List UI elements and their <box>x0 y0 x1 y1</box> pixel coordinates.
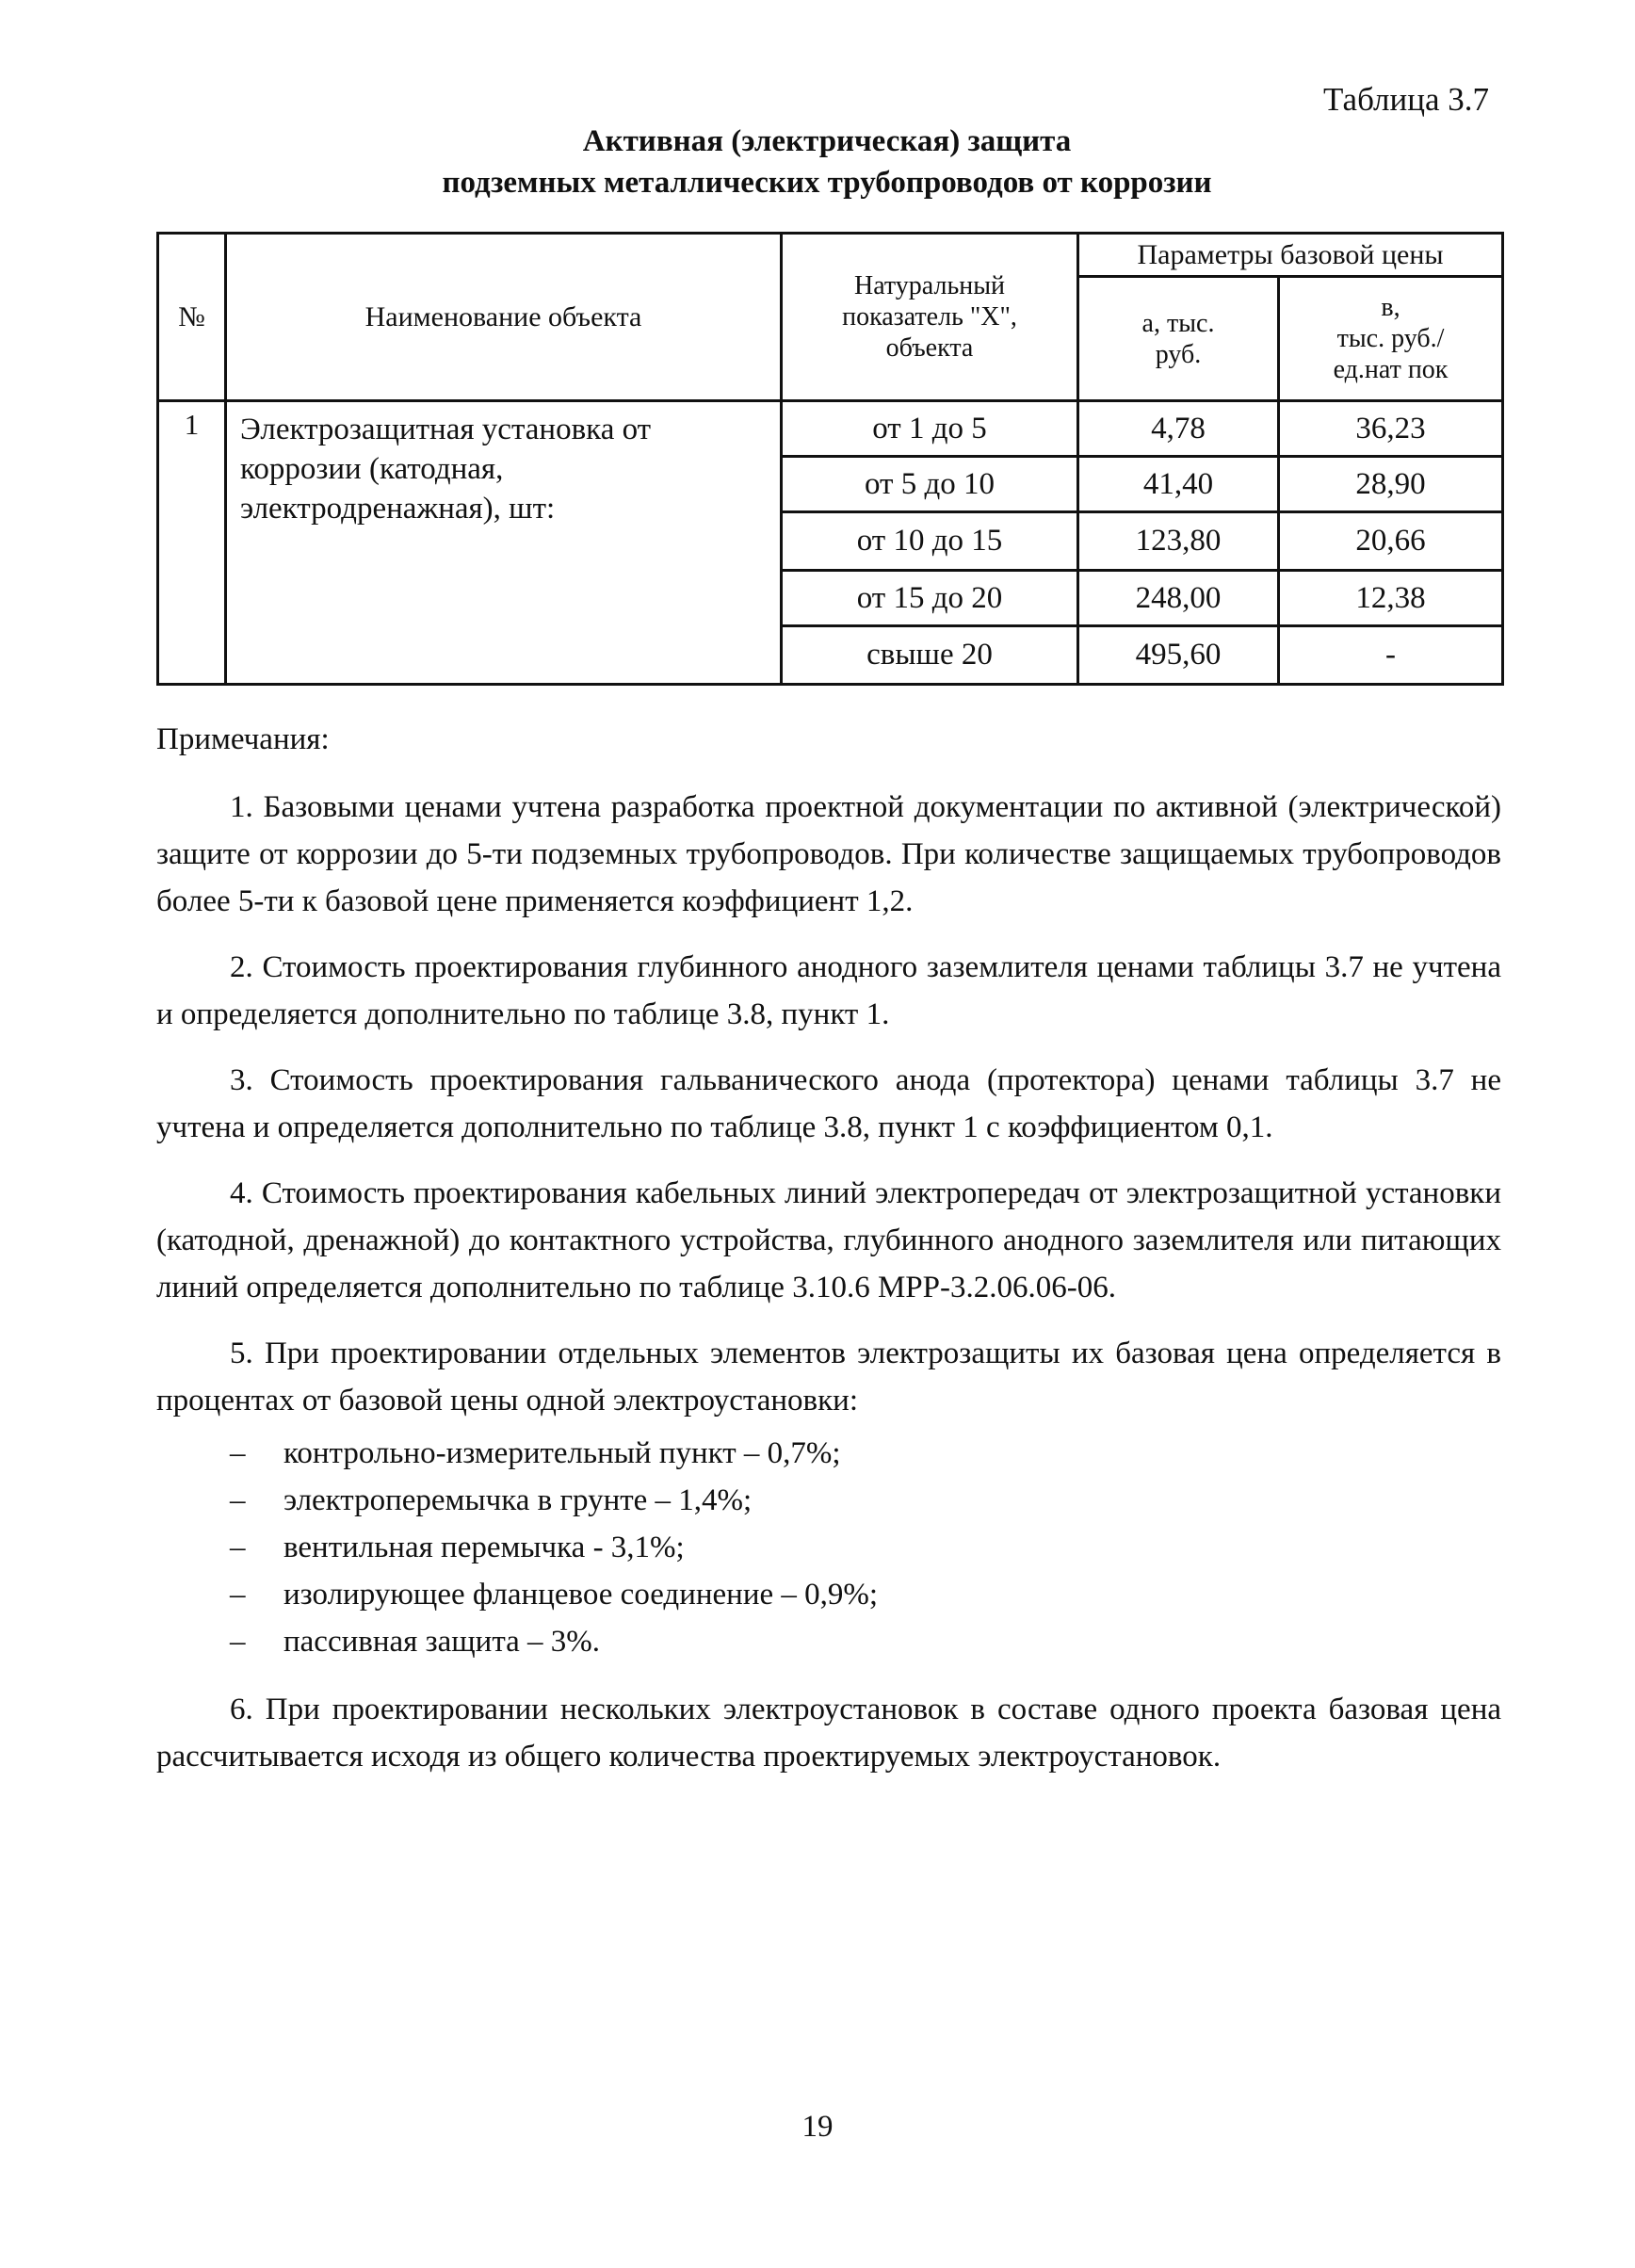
list-item: – изолирующее фланцевое соединение – 0,9%; <box>230 1578 879 1612</box>
b-value-cell: 12,38 <box>1279 571 1503 626</box>
price-table <box>156 232 1504 686</box>
note-item-5: 5. При проектировании отдельных элементов электрозащиты их базовая цена определяется в процентах от базовой цены одной электроустановки: <box>156 1336 1501 1418</box>
document-title <box>0 121 1635 203</box>
range-cell: от 10 до 15 <box>782 512 1078 571</box>
table-row <box>158 401 1503 457</box>
list-item-text: электроперемычка в грунте – 1,4%; <box>283 1483 753 1517</box>
b-value-cell: 36,23 <box>1279 401 1503 457</box>
b-value-cell: 28,90 <box>1279 457 1503 512</box>
note-item-6: 6. При проектировании нескольких электроустановок в составе одного проекта базовая цена рассчитывается исходя из общего количества проектируемых электроустановок. <box>156 1693 1501 1774</box>
element-percent-list <box>156 1430 1501 1665</box>
list-item-text: контрольно-измерительный пункт – 0,7%; <box>283 1436 841 1470</box>
note-item-4: 4. Стоимость проектирования кабельных линий электропередач от электрозащитной установки (катодной, дренажной) до контактного устройства, глубинного анодного заземлителя или питающих линий определяется дополнительно по таблице 3.10.6 МРР-3.2.06.06-06. <box>156 1176 1501 1304</box>
header-a: а, тыс. руб. <box>1078 277 1279 401</box>
a-value-cell: 495,60 <box>1078 626 1279 685</box>
header-b-line1: в, <box>1381 293 1400 322</box>
notes-section <box>156 716 1501 1799</box>
a-value-cell: 123,80 <box>1078 512 1279 571</box>
header-b-line2: тыс. руб./ <box>1336 324 1445 353</box>
range-cell: от 1 до 5 <box>782 401 1078 457</box>
header-params: Параметры базовой цены <box>1078 234 1503 277</box>
range-cell: от 5 до 10 <box>782 457 1078 512</box>
header-name: Наименование объекта <box>226 234 782 401</box>
list-item: – контрольно-измерительный пункт – 0,7%; <box>230 1436 841 1470</box>
page-number: 19 <box>801 2110 834 2144</box>
notes-heading: Примечания: <box>156 722 330 756</box>
note-item-2: 2. Стоимость проектирования глубинного анодного заземлителя ценами таблицы 3.7 не учтена и определяется дополнительно по таблице 3.8, пункт 1. <box>156 950 1501 1031</box>
list-item-text: пассивная защита – 3%. <box>283 1625 601 1659</box>
table-label: Таблица 3.7 <box>1323 81 1489 118</box>
a-value-cell: 248,00 <box>1078 571 1279 626</box>
list-item: – электроперемычка в грунте – 1,4%; <box>230 1483 753 1517</box>
list-item-text: изолирующее фланцевое соединение – 0,9%; <box>283 1578 879 1612</box>
a-value-cell: 41,40 <box>1078 457 1279 512</box>
header-num: № <box>158 234 226 401</box>
header-b-line3: ед.нат пок <box>1333 355 1449 384</box>
list-item: – пассивная защита – 3%. <box>230 1625 601 1659</box>
list-item-text: вентильная перемычка - 3,1%; <box>283 1531 685 1564</box>
object-name: Электрозащитная установка от коррозии (катодная, электродренажная), шт: <box>226 401 782 685</box>
a-value-cell: 4,78 <box>1078 401 1279 457</box>
b-value-cell: 20,66 <box>1279 512 1503 571</box>
row-number: 1 <box>158 401 226 685</box>
note-item-1: 1. Базовыми ценами учтена разработка проектной документации по активной (электрической) защите от коррозии до 5-ти подземных трубопроводов. При количестве защищаемых трубопроводов более 5-ти к базовой цене применяется коэффициент 1,2. <box>156 790 1501 918</box>
note-item-3: 3. Стоимость проектирования гальванического анода (протектора) ценами таблицы 3.7 не учтена и определяется дополнительно по таблице 3.8, пункт 1 с коэффициентом 0,1. <box>156 1063 1501 1144</box>
b-value-cell: - <box>1279 626 1503 685</box>
title-line-1: Активная (электрическая) защита <box>582 124 1072 158</box>
range-cell: от 15 до 20 <box>782 571 1078 626</box>
range-cell: свыше 20 <box>782 626 1078 685</box>
list-item: – вентильная перемычка - 3,1%; <box>230 1531 685 1564</box>
header-indicator: Натуральный показатель "X", объекта <box>782 234 1078 401</box>
header-b <box>1279 277 1503 401</box>
title-line-2: подземных металлических трубопроводов от коррозии <box>442 166 1212 200</box>
